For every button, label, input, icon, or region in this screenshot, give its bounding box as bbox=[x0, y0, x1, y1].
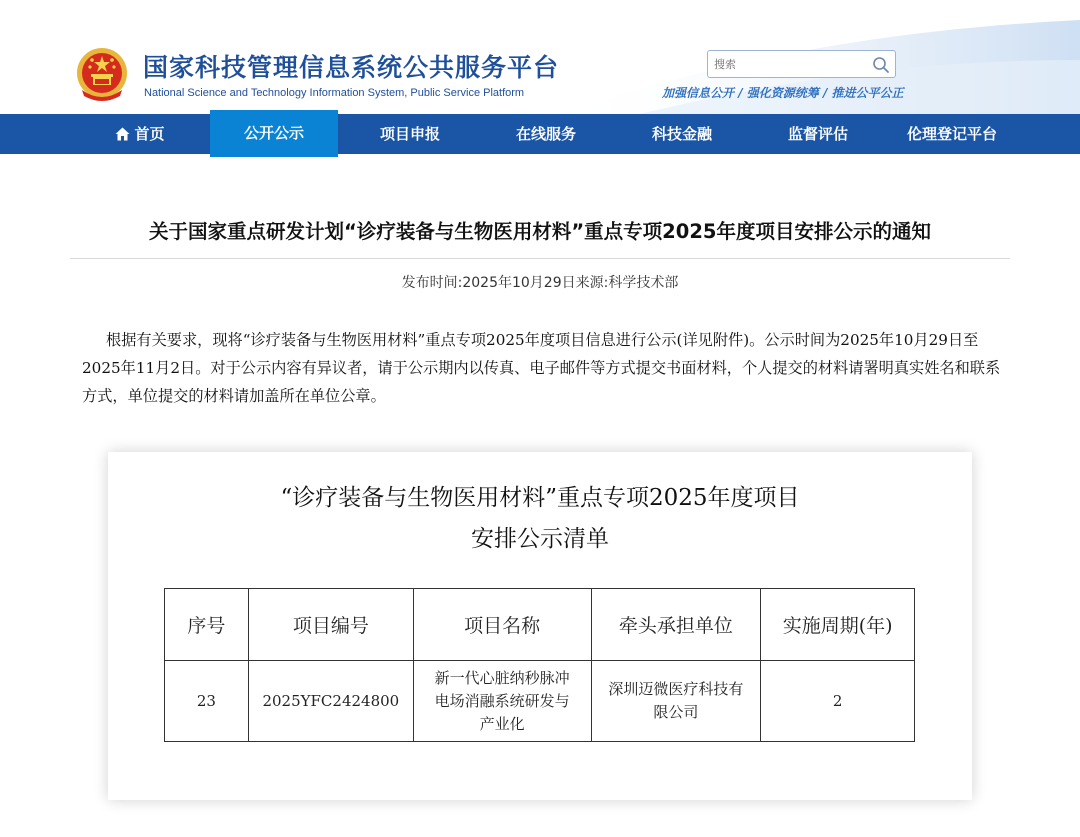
cell-project-code: 2025YFC2424800 bbox=[248, 661, 413, 742]
table-row bbox=[165, 661, 915, 742]
search-icon[interactable] bbox=[871, 55, 891, 75]
nav-item-public-notice[interactable]: 公开公示 bbox=[210, 110, 338, 157]
nav-item-tech-finance[interactable]: 科技金融 bbox=[651, 125, 712, 143]
site-title[interactable]: 国家科技管理信息系统公共服务平台 bbox=[143, 53, 560, 82]
column-header: 项目编号 bbox=[248, 589, 413, 661]
nav-item-online-services[interactable]: 在线服务 bbox=[515, 125, 576, 143]
site-subtitle: National Science and Technology Information System, Public Service Platform bbox=[144, 87, 525, 99]
article-meta: 发布时间:2025年10月29日来源:科学技术部 bbox=[401, 275, 679, 291]
nav-item-supervision[interactable]: 监督评估 bbox=[787, 125, 848, 143]
table-header-row bbox=[165, 589, 915, 661]
column-header: 项目名称 bbox=[413, 589, 591, 661]
cell-lead-unit: 深圳迈微医疗科技有限公司 bbox=[591, 661, 761, 742]
site-header bbox=[0, 0, 1080, 114]
cell-no: 23 bbox=[165, 661, 249, 742]
article-title: 关于国家重点研发计划“诊疗装备与生物医用材料”重点专项2025年度项目安排公示的通知 bbox=[149, 220, 931, 243]
nav-item-label: 首页 bbox=[134, 125, 165, 143]
national-emblem-icon bbox=[74, 46, 130, 104]
site-slogan: 加强信息公开 / 强化资源统筹 / 推进公平公正 bbox=[662, 86, 904, 100]
home-icon bbox=[115, 127, 130, 141]
column-header: 牵头承担单位 bbox=[591, 589, 761, 661]
nav-item-home[interactable] bbox=[92, 114, 188, 154]
article-body: 根据有关要求，现将“诊疗装备与生物医用材料”重点专项2025年度项目信息进行公示(详见附件)。公示时间为2025年10月29日至2025年11月2日。对于公示内容有异议者，请于公示期内以传真、电子邮件等方式提交书面材料，个人提交的材料请署明真实姓名和联系方式，单位提交的材料请加盖所在单位公章。 bbox=[82, 331, 1001, 405]
title-divider bbox=[70, 258, 1010, 259]
cell-period: 2 bbox=[761, 661, 915, 742]
column-header: 实施周期(年) bbox=[761, 589, 915, 661]
cell-project-name: 新一代心脏纳秒脉冲电场消融系统研发与产业化 bbox=[413, 661, 591, 742]
attachment-title-line1: “诊疗装备与生物医用材料”重点专项2025年度项目 bbox=[280, 485, 800, 511]
attachment-title-line2: 安排公示清单 bbox=[471, 526, 609, 552]
column-header: 序号 bbox=[165, 589, 249, 661]
search-input[interactable] bbox=[714, 55, 864, 74]
nav-item-ethics-registration[interactable]: 伦理登记平台 bbox=[906, 125, 997, 143]
search-box bbox=[707, 50, 896, 78]
attachment-image bbox=[108, 452, 972, 800]
project-table bbox=[164, 588, 915, 742]
nav-item-project-application[interactable]: 项目申报 bbox=[379, 125, 440, 143]
main-nav bbox=[0, 114, 1080, 154]
attachment-title bbox=[108, 478, 972, 560]
